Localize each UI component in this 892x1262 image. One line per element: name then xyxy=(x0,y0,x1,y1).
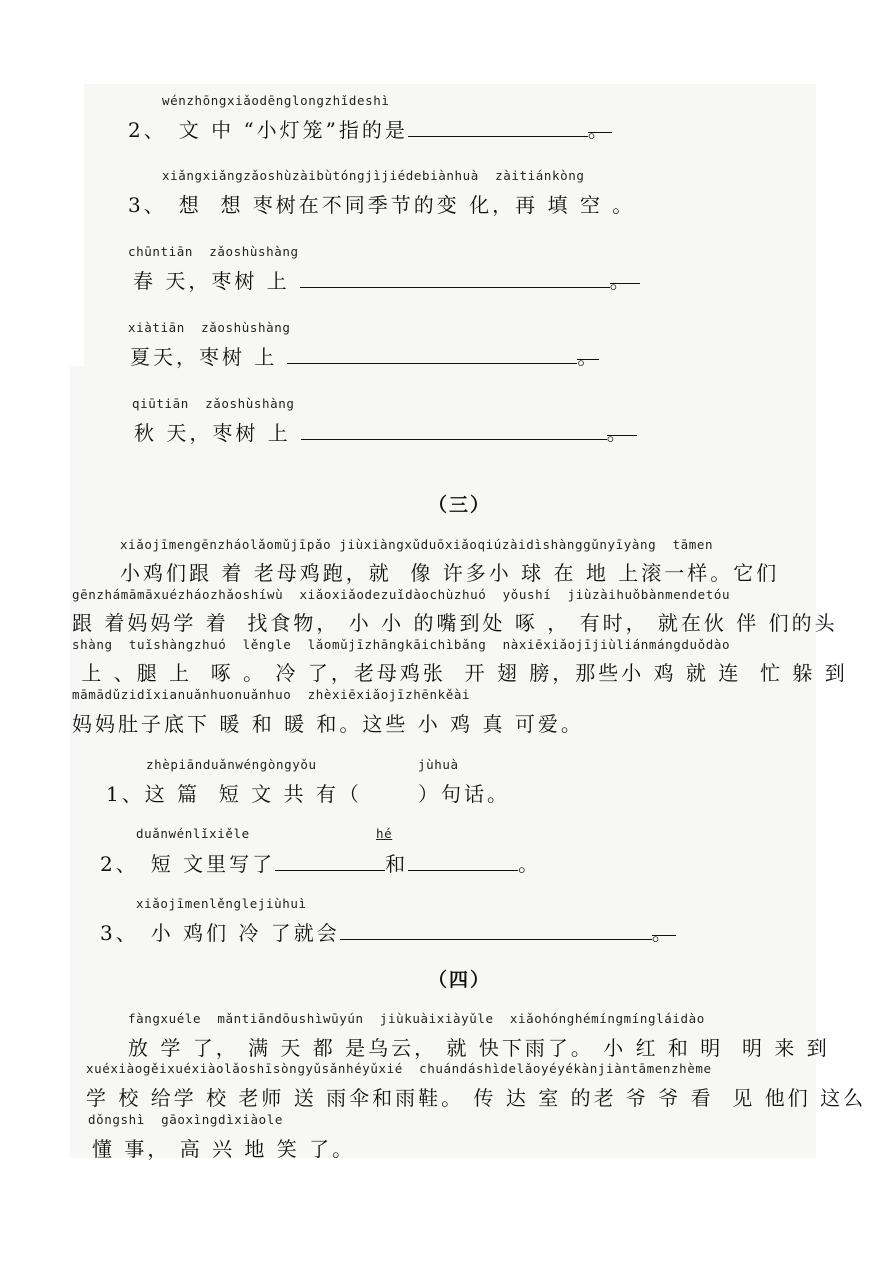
passage-line: 跟 着妈妈学 着 找食物， 小 小 的嘴到处 啄 ， 有时， 就在伙 伴 们的头 xyxy=(72,611,838,635)
question-text: 这 篇 短 文 共 有（ ）句话。 xyxy=(144,782,511,806)
question-text: 文 中 “小灯笼”指的是 xyxy=(178,118,408,142)
question-3 xyxy=(128,189,635,218)
pinyin-line: gēnzhámāmāxuézháozhǎoshíwù xiǎoxiǎodezuǐdàochùzhuó yǒushí jiùzàihuǒbànmendetóu xyxy=(72,587,731,602)
section-title-4: （四） xyxy=(428,969,492,991)
answer-blank[interactable] xyxy=(408,118,588,137)
pinyin-s3-q2-he: hé xyxy=(376,826,393,841)
pinyin-autumn: qiūtiān zǎoshùshàng xyxy=(132,396,295,411)
pinyin-spring: chūntiān zǎoshùshàng xyxy=(128,244,299,259)
passage-line: 小鸡们跟 着 老母鸡跑，就 像 许多小 球 在 地 上滚一样。它们 xyxy=(120,561,780,585)
s3-question-1 xyxy=(106,778,510,807)
question-mid: 和 xyxy=(385,852,409,876)
pinyin-s3-q3: xiǎojīmenlěnglejiùhuì xyxy=(136,896,307,911)
question-number: 1、 xyxy=(106,782,145,806)
question-number: 3、 xyxy=(100,921,139,945)
question-text: 想 想 枣树在不同季节的变 化，再 填 空 。 xyxy=(178,193,636,217)
pinyin-line: shàng tuǐshàngzhuó lěngle lǎomǔjīzhāngkāichìbǎng nàxiēxiǎojījiùliánmángduǒdào xyxy=(72,637,731,652)
spring-line xyxy=(133,265,640,294)
question-number: 2、 xyxy=(128,118,167,142)
blank-end: 。 xyxy=(607,417,637,436)
pinyin-s3-q2: duǎnwénlǐxiěle xyxy=(136,826,250,841)
passage-line: 懂 事， 高 兴 地 笑 了。 xyxy=(92,1137,356,1161)
autumn-blank[interactable] xyxy=(301,421,607,440)
spring-blank[interactable] xyxy=(300,269,610,288)
question-2 xyxy=(128,114,612,143)
autumn-line xyxy=(134,417,637,446)
pinyin-s3-q1-end: jùhuà xyxy=(418,757,459,772)
pinyin-q2: wénzhōngxiǎodēnglongzhǐdeshì xyxy=(162,93,390,108)
blank-end: 。 xyxy=(577,341,599,360)
section-title-3: （三） xyxy=(428,494,492,516)
pinyin-q3: xiǎngxiǎngzǎoshùzàibùtóngjìjiédebiànhuà zàitiánkòng xyxy=(162,168,585,183)
answer-blank-1[interactable] xyxy=(275,852,385,871)
passage-line: 学 校 给学 校 老师 送 雨伞和雨鞋。 传 达 室 的老 爷 爷 看 见 他们 这么 xyxy=(86,1086,867,1110)
summer-line xyxy=(130,341,599,370)
pinyin-summer: xiàtiān zǎoshùshàng xyxy=(128,320,291,335)
passage-line: 放 学 了， 满 天 都 是乌云， 就 快下雨了。 小 红 和 明 明 来 到 xyxy=(128,1036,830,1060)
blank-end: 。 xyxy=(610,265,640,284)
pinyin-line: dǒngshì gāoxìngdìxiàole xyxy=(88,1112,284,1127)
s3-question-2 xyxy=(100,848,541,877)
pinyin-line: xuéxiàogěixuéxiàolǎoshīsònɡyǔsǎnhéyǔxié chuándáshìdelǎoyéyékànjiàntāmenzhème xyxy=(86,1061,712,1076)
question-number: 3、 xyxy=(128,193,167,217)
summer-blank[interactable] xyxy=(287,345,577,364)
answer-blank-2[interactable] xyxy=(408,852,518,871)
spring-text: 春 天，枣树 上 xyxy=(133,269,290,293)
s3-question-3 xyxy=(100,917,676,946)
pinyin-line: māmādǔzidǐxianuǎnhuonuǎnhuo zhèxiēxiǎojīzhēnkěài xyxy=(72,687,471,702)
blank-end: 。 xyxy=(588,114,612,133)
question-text: 短 文里写了 xyxy=(150,852,276,876)
summer-text: 夏天，枣树 上 xyxy=(130,345,278,369)
pinyin-line: xiǎojīmengēnzháolǎomǔjīpǎo jiùxiàngxǔduōxiǎoqiúzàidìshànggǔnyīyàng tāmen xyxy=(120,537,714,552)
passage-line: 妈妈肚子底下 暖 和 暖 和。这些 小 鸡 真 可爱。 xyxy=(72,712,584,736)
answer-blank[interactable] xyxy=(340,921,652,940)
blank-end: 。 xyxy=(652,917,676,936)
question-text: 小 鸡们 冷 了就会 xyxy=(150,921,340,945)
pinyin-line: fàngxuéle mǎntiāndōushìwūyún jiùkuàixiàyǔle xiǎohónghémíngmíngláidào xyxy=(128,1011,705,1026)
question-end: 。 xyxy=(518,852,542,876)
autumn-text: 秋 天，枣树 上 xyxy=(134,421,291,445)
pinyin-s3-q1: zhèpiānduǎnwéngòngyǒu xyxy=(146,757,317,772)
passage-line: 上 、腿 上 啄 。 冷 了，老母鸡张 开 翅 膀，那些小 鸡 就 连 忙 躲 到 xyxy=(72,661,848,685)
question-number: 2、 xyxy=(100,852,139,876)
